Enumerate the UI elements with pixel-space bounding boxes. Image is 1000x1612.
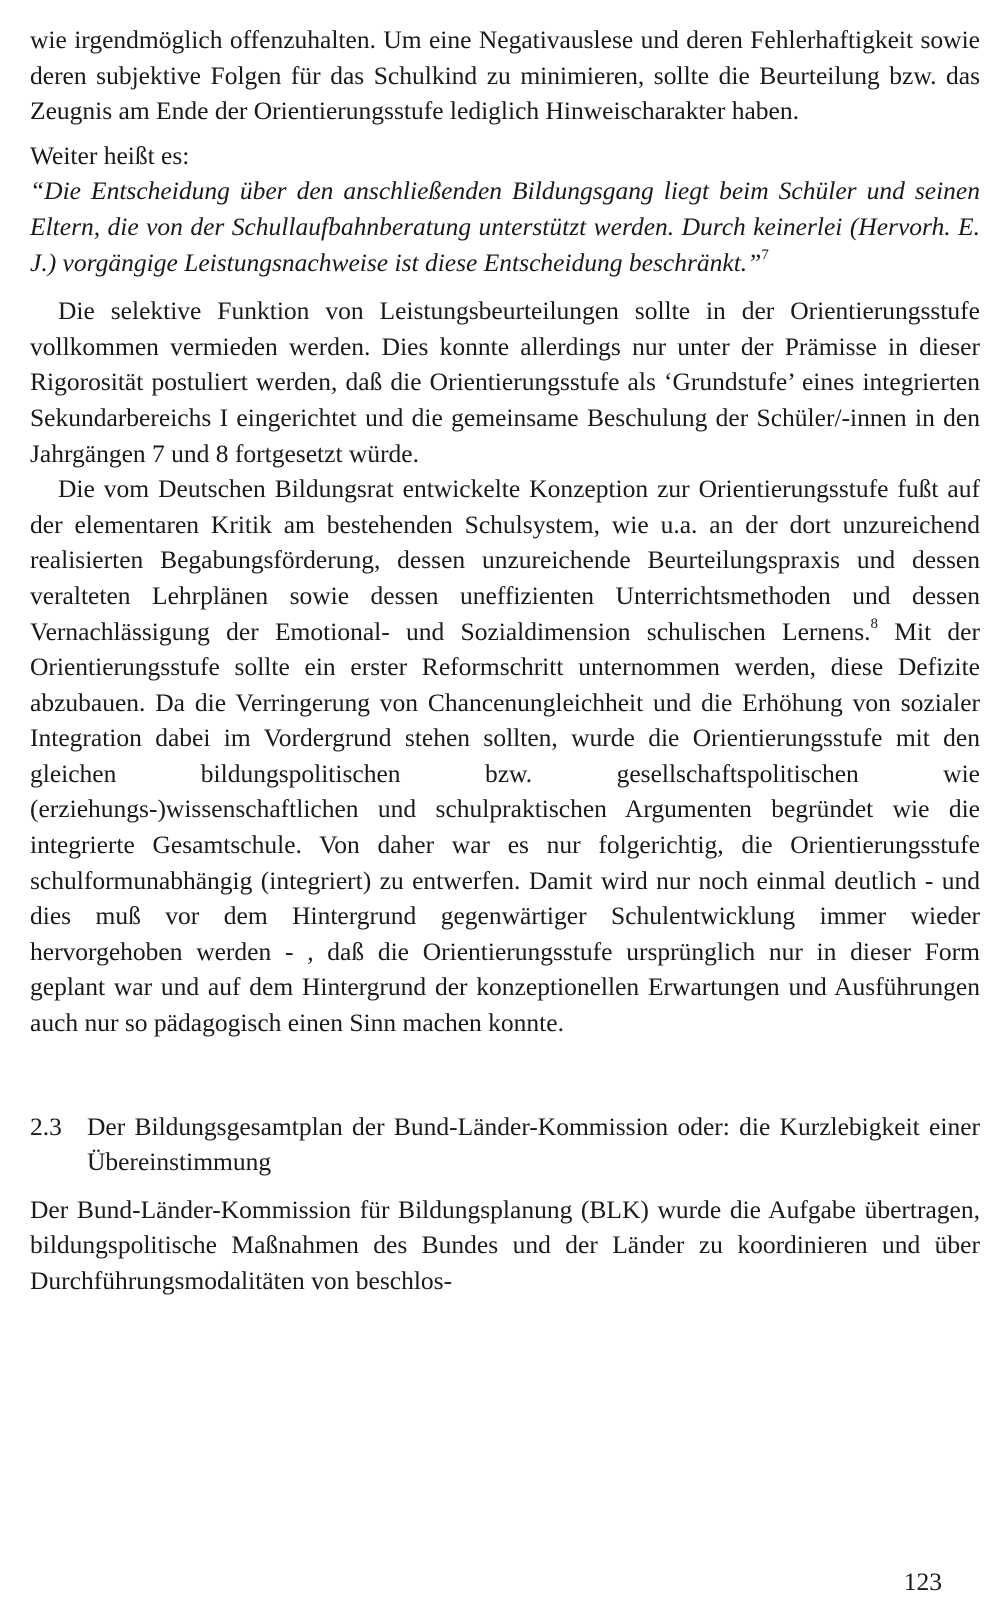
paragraph-bildungsrat-part2: Mit der Orientierungsstufe sollte ein erster Reformschritt unternommen werden, diese Defizite abzubauen. Da die Verringerung von Chancenungleichheit und die Erhöhung von sozialer Integration dabei im Vordergrund stehen sollten, wurde die Orientierungsstufe mit den gleichen bildungspolitischen bzw. gesellschaftspolitischen wie (erziehungs-)wissenschaftlichen und schulpraktischen Argumenten begründet wie die integrierte Gesamtschule. Von daher war es nur folgerichtig, die Orientierungsstufe schulformunabhängig (integriert) zu entwerfen. Damit wird nur noch einmal deutlich - und dies muß vor dem Hintergrund gegenwärtiger Schulentwicklung immer wieder hervorgehoben werden - , daß die Orientierungsstufe ursprünglich nur in dieser Form geplant war und auf dem Hintergrund der konzeptionellen Erwartungen und Ausführungen auch nur so pädagogisch einen Sinn machen konnte.: [30, 616, 980, 1038]
footnote-marker-8: 8: [870, 616, 879, 632]
page-number: 123: [903, 1567, 942, 1596]
paragraph-quote-intro: Weiter heißt es:: [30, 140, 190, 170]
paragraph-bildungsrat: [30, 471, 980, 1041]
paragraph-blk: Der Bund-Länder-Kommission für Bildungsplanung (BLK) wurde die Aufgabe übertragen, bildungspolitische Maßnahmen des Bundes und der Länder zu koordinieren und über Durchführungsmodalitäten von beschlos-: [30, 1194, 980, 1295]
page-body: [30, 22, 980, 1299]
paragraph-1: wie irgendmöglich offenzuhalten. Um eine Negativauslese und deren Fehlerhaftigkeit sowie deren subjektive Folgen für das Schulkind zu minimieren, sollte die Beurteilung bzw. das Zeugnis am Ende der Orientierungsstufe lediglich Hinweischarakter haben.: [30, 25, 980, 126]
paragraph-bildungsrat-part1: Die vom Deutschen Bildungsrat entwickelte Konzeption zur Orientierungsstufe fußt auf der elementaren Kritik am bestehenden Schulsystem, wie u.a. an der dort unzureichend realisierten Begabungsförderung, dessen unzureichende Beurteilungspraxis und dessen veralteten Lehrplänen sowie dessen uneffizienten Unterrichtsmethoden und dessen Vernachlässigung der Emotional- und Sozialdimension schulischen Lernens.: [30, 474, 980, 646]
section-title: Der Bildungsgesamtplan der Bund-Länder-Kommission oder: die Kurzlebigkeit einer Übereinstimmung: [87, 1111, 980, 1177]
paragraph-selective-function: Die selektive Funktion von Leistungsbeurteilungen sollte in der Orientierungsstufe vollkommen vermieden werden. Dies konnte allerdings nur unter der Prämisse in dieser Rigorosität postuliert werden, daß die Orientierungsstufe als ‘Grundstufe’ eines integrierten Sekundarbereichs I eingerichtet und die gemeinsame Beschulung der Schüler/-innen in den Jahrgängen 7 und 8 fortgesetzt würde.: [30, 296, 980, 468]
footnote-marker-7: 7: [761, 247, 769, 264]
section-number: 2.3: [30, 1111, 62, 1141]
block-quote: [30, 173, 980, 280]
quote-text: “Die Entscheidung über den anschließenden Bildungsgang liegt beim Schüler und seinen Eltern, die von der Schullaufbahnberatung unterstützt werden. Durch keinerlei (Hervorh. E. J.) vorgängige Leistungsnachweise ist diese Entscheidung beschränkt.”: [30, 176, 980, 277]
section-heading: [30, 1109, 980, 1180]
